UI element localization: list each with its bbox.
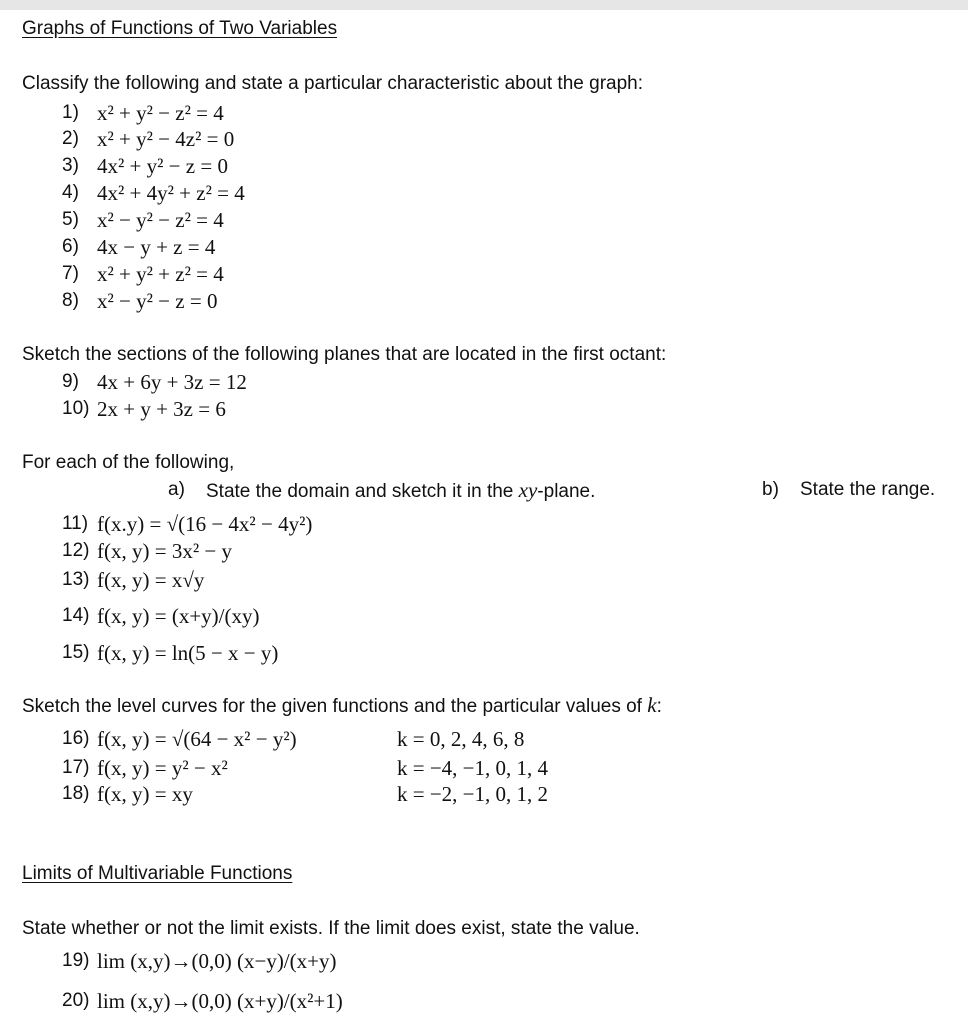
item-number: 19)	[62, 950, 90, 971]
k-values: k = −4, −1, 0, 1, 4	[397, 756, 549, 780]
item-number: 3)	[62, 155, 79, 176]
equation: f(x, y) = (x+y)/(xy)	[97, 604, 260, 628]
item-number: 8)	[62, 290, 79, 311]
k-variable: k	[647, 693, 657, 717]
item-number: 17)	[62, 757, 90, 778]
instruction-classify: Classify the following and state a particular characteristic about the graph:	[22, 73, 643, 94]
equation: f(x, y) = xy	[97, 782, 193, 806]
equation: x² + y² − 4z² = 0	[97, 127, 235, 151]
item-number: 10)	[62, 398, 90, 419]
equation: f(x, y) = y² − x²	[97, 756, 228, 780]
window-top-border	[0, 0, 968, 10]
item-number: 13)	[62, 569, 90, 590]
part-a-text-end: -plane.	[537, 481, 596, 502]
item-number: 16)	[62, 728, 90, 749]
equation: 2x + y + 3z = 6	[97, 397, 226, 421]
item-number: 14)	[62, 605, 90, 626]
item-number: 1)	[62, 102, 79, 123]
part-b-text: State the range.	[800, 479, 936, 500]
equation: 4x + 6y + 3z = 12	[97, 370, 247, 394]
item-number: 15)	[62, 642, 90, 663]
item-number: 7)	[62, 263, 79, 284]
part-a-math: xy	[518, 478, 538, 502]
item-number: 9)	[62, 371, 79, 392]
equation: f(x, y) = ln(5 − x − y)	[97, 641, 279, 665]
equation: 4x² + y² − z = 0	[97, 154, 228, 178]
equation: 4x² + 4y² + z² = 4	[97, 181, 245, 205]
part-a-text-start: State the domain and sketch it in the	[206, 481, 519, 502]
equation: x² + y² + z² = 4	[97, 262, 224, 286]
section-heading-graphs: Graphs of Functions of Two Variables	[22, 18, 338, 39]
item-number: 12)	[62, 540, 90, 561]
equation: f(x, y) = √(64 − x² − y²)	[97, 727, 297, 751]
instruction-sketch-planes: Sketch the sections of the following planes that are located in the first octant:	[22, 344, 667, 365]
part-b-label: b)	[762, 479, 779, 500]
item-number: 20)	[62, 990, 90, 1011]
equation: f(x, y) = x√y	[97, 568, 205, 592]
item-number: 11)	[62, 513, 89, 534]
item-number: 4)	[62, 182, 79, 203]
equation: x² − y² − z² = 4	[97, 208, 224, 232]
equation: x² + y² − z² = 4	[97, 101, 224, 125]
instruction-level-curves	[22, 693, 662, 719]
item-number: 2)	[62, 128, 79, 149]
level-curves-text: Sketch the level curves for the given functions and the particular values of	[22, 696, 648, 717]
equation: x² − y² − z = 0	[97, 289, 218, 313]
equation: lim (x,y)→(0,0) (x−y)/(x+y)	[97, 949, 337, 973]
equation: f(x.y) = √(16 − 4x² − 4y²)	[97, 512, 313, 536]
instruction-limits: State whether or not the limit exists. If the limit does exist, state the value.	[22, 918, 640, 939]
equation: f(x, y) = 3x² − y	[97, 539, 232, 563]
item-number: 18)	[62, 783, 90, 804]
equation: lim (x,y)→(0,0) (x+y)/(x²+1)	[97, 989, 343, 1013]
part-a-text	[206, 478, 595, 504]
k-values: k = 0, 2, 4, 6, 8	[397, 727, 525, 751]
instruction-for-each: For each of the following,	[22, 452, 235, 473]
level-curves-colon: :	[656, 696, 662, 717]
item-number: 5)	[62, 209, 79, 230]
item-number: 6)	[62, 236, 79, 257]
section-heading-limits: Limits of Multivariable Functions	[22, 863, 293, 884]
equation: 4x − y + z = 4	[97, 235, 216, 259]
k-values: k = −2, −1, 0, 1, 2	[397, 782, 549, 806]
part-a-label: a)	[168, 479, 185, 500]
